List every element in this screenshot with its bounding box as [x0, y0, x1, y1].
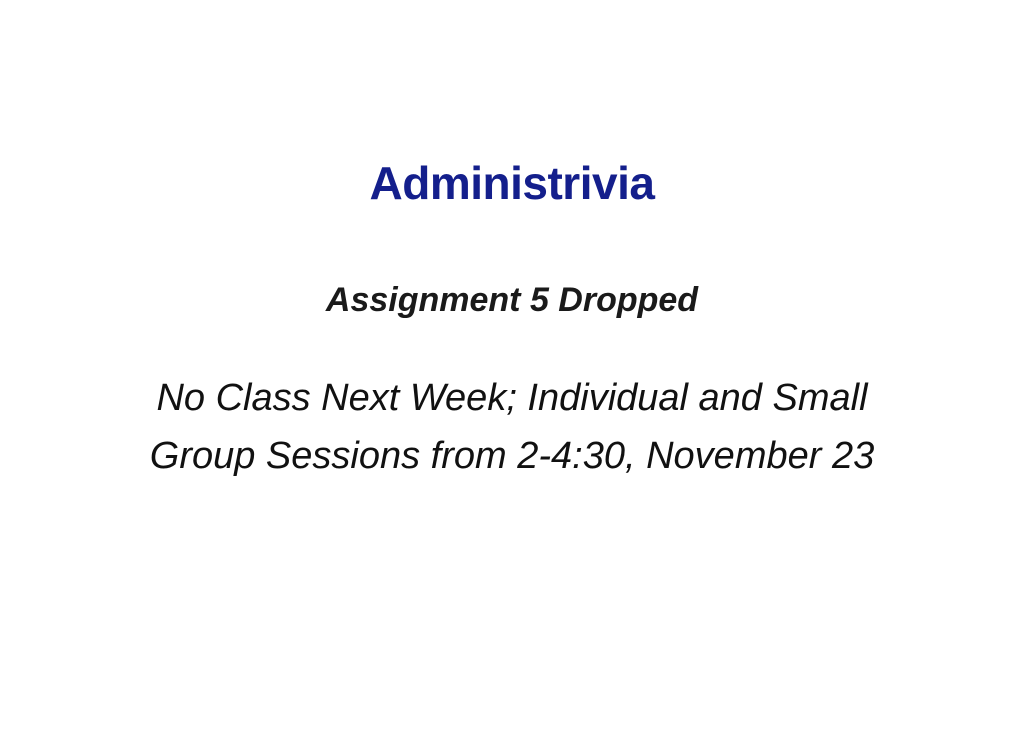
page-title: Administrivia: [369, 157, 655, 209]
slide-subtitle: Assignment 5 Dropped: [325, 281, 699, 319]
slide-body-text: No Class Next Week; Individual and Small Group Sessions from 2-4:30, November 23: [149, 377, 875, 477]
